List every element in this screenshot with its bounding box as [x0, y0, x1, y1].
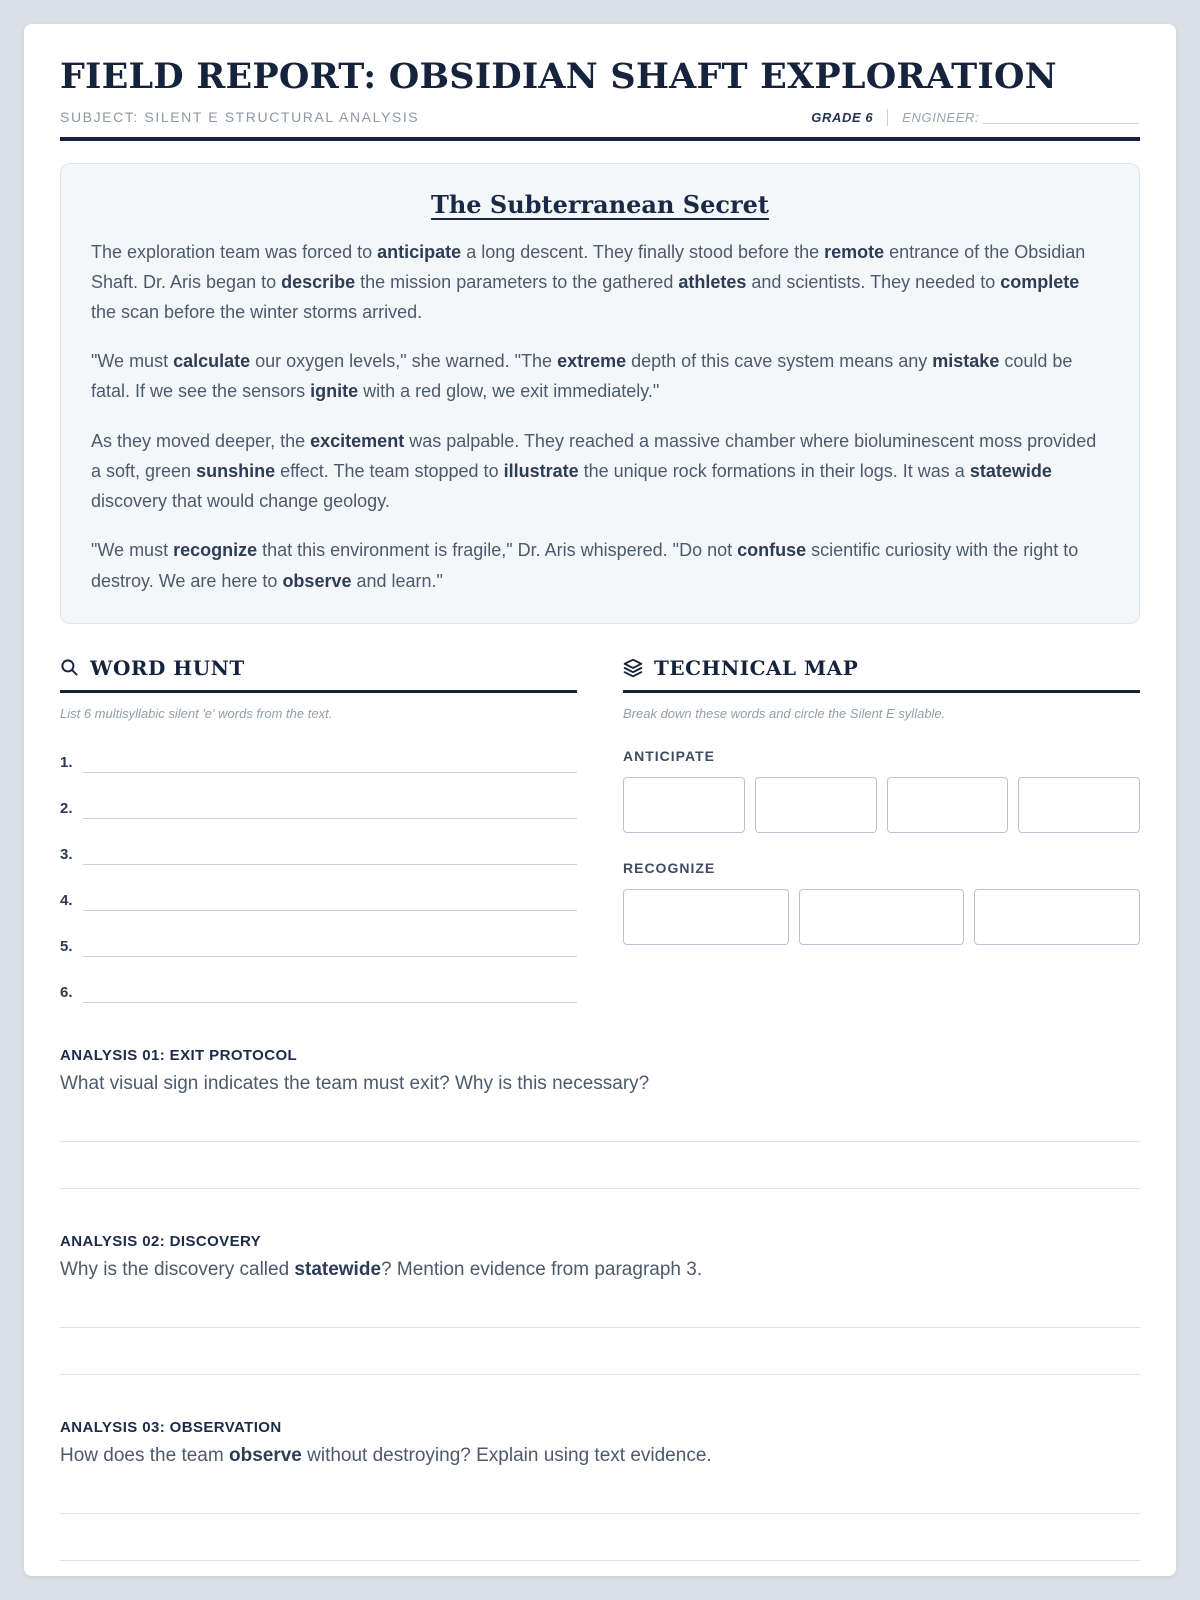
analysis-section-02	[60, 1233, 1140, 1375]
analysis-label: ANALYSIS 02: DISCOVERY	[60, 1232, 262, 1250]
word-hunt-row	[60, 865, 577, 911]
row-number: 6.	[60, 983, 73, 1001]
word-hunt-section	[60, 656, 577, 1003]
header-right	[811, 109, 1140, 126]
passage-title: The Subterranean Secret	[431, 189, 769, 219]
technical-map-instruction: Break down these words and circle the Silent E syllable.	[623, 705, 946, 721]
search-icon	[60, 658, 79, 677]
analysis-section-01	[60, 1047, 1140, 1189]
syllable-boxes-recognize	[623, 889, 1140, 945]
answer-line[interactable]	[60, 1095, 1140, 1142]
header-divider	[887, 109, 888, 126]
layers-icon	[623, 658, 643, 678]
word-answer-blank-4[interactable]	[83, 910, 577, 911]
grade-badge: GRADE 6	[811, 109, 874, 125]
header-meta-row	[60, 109, 1140, 126]
technical-map-section	[623, 656, 1140, 1003]
analysis-question: What visual sign indicates the team must exit? Why is this necessary?	[60, 1072, 650, 1094]
analysis-label: ANALYSIS 01: EXIT PROTOCOL	[60, 1046, 298, 1064]
analysis-question: How does the team observe without destroying? Explain using text evidence.	[60, 1444, 712, 1466]
analysis-label: ANALYSIS 03: OBSERVATION	[60, 1418, 282, 1436]
engineer-name-field[interactable]: ENGINEER: ____________________	[902, 109, 1140, 125]
reading-passage	[60, 163, 1140, 624]
passage-paragraph-3: As they moved deeper, the excitement was palpable. They reached a massive chamber where bioluminescent moss provided a soft, green sunshine effect. The team stopped to illustrate the unique rock formations in their logs. It was a statewide discovery that would change geology.	[91, 430, 1097, 512]
syllable-box[interactable]	[799, 889, 965, 945]
syllable-box[interactable]	[974, 889, 1140, 945]
syllable-word-label: RECOGNIZE	[623, 859, 716, 876]
passage-paragraph-4: "We must recognize that this environment is fragile," Dr. Aris whispered. "Do not confuse scientific curiosity with the right to destroy. We are here to observe and learn."	[91, 540, 1079, 591]
row-number: 3.	[60, 845, 73, 863]
passage-paragraph-1: The exploration team was forced to anticipate a long descent. They finally stood before the remote entrance of the Obsidian Shaft. Dr. Aris began to describe the mission parameters to the gathered athletes and scientists. They needed to complete the scan before the winter storms arrived.	[91, 241, 1086, 322]
passage-paragraph-2: "We must calculate our oxygen levels," she warned. "The extreme depth of this cave system means any mistake could be fatal. If we see the sensors ignite with a red glow, we exit immediately."	[91, 351, 1073, 402]
word-answer-blank-5[interactable]	[83, 956, 577, 957]
page-title: FIELD REPORT: OBSIDIAN SHAFT EXPLORATION	[60, 56, 1057, 97]
word-answer-blank-1[interactable]	[83, 772, 577, 773]
word-hunt-row	[60, 819, 577, 865]
word-hunt-instruction: List 6 multisyllabic silent 'e' words from the text.	[60, 705, 333, 721]
technical-map-title: TECHNICAL MAP	[654, 655, 859, 680]
row-number: 2.	[60, 799, 73, 817]
subject-label: SUBJECT: SILENT E STRUCTURAL ANALYSIS	[60, 109, 420, 125]
answer-line[interactable]	[60, 1281, 1140, 1328]
word-hunt-title: WORD HUNT	[90, 655, 245, 680]
word-answer-blank-2[interactable]	[83, 818, 577, 819]
word-hunt-row	[60, 957, 577, 1003]
word-hunt-list	[60, 727, 577, 1003]
syllable-box[interactable]	[623, 889, 789, 945]
analysis-section-03	[60, 1419, 1140, 1561]
syllable-box[interactable]	[755, 777, 877, 833]
syllable-box[interactable]	[887, 777, 1009, 833]
analysis-question: Why is the discovery called statewide? Mention evidence from paragraph 3.	[60, 1258, 703, 1280]
answer-line[interactable]	[60, 1467, 1140, 1514]
answer-line[interactable]	[60, 1328, 1140, 1375]
header-rule	[60, 137, 1140, 141]
technical-map-header	[623, 656, 1140, 693]
syllable-box[interactable]	[1018, 777, 1140, 833]
word-hunt-row	[60, 911, 577, 957]
syllable-word-label: ANTICIPATE	[623, 747, 715, 764]
word-answer-blank-6[interactable]	[83, 1002, 577, 1003]
activities-row	[60, 656, 1140, 1003]
syllable-boxes-anticipate	[623, 777, 1140, 833]
word-hunt-header	[60, 656, 577, 693]
row-number: 5.	[60, 937, 73, 955]
row-number: 4.	[60, 891, 73, 909]
answer-line[interactable]	[60, 1514, 1140, 1561]
word-hunt-row	[60, 727, 577, 773]
word-answer-blank-3[interactable]	[83, 864, 577, 865]
word-hunt-row	[60, 773, 577, 819]
syllable-box[interactable]	[623, 777, 745, 833]
row-number: 1.	[60, 753, 73, 771]
worksheet-page	[24, 24, 1176, 1576]
answer-line[interactable]	[60, 1142, 1140, 1189]
